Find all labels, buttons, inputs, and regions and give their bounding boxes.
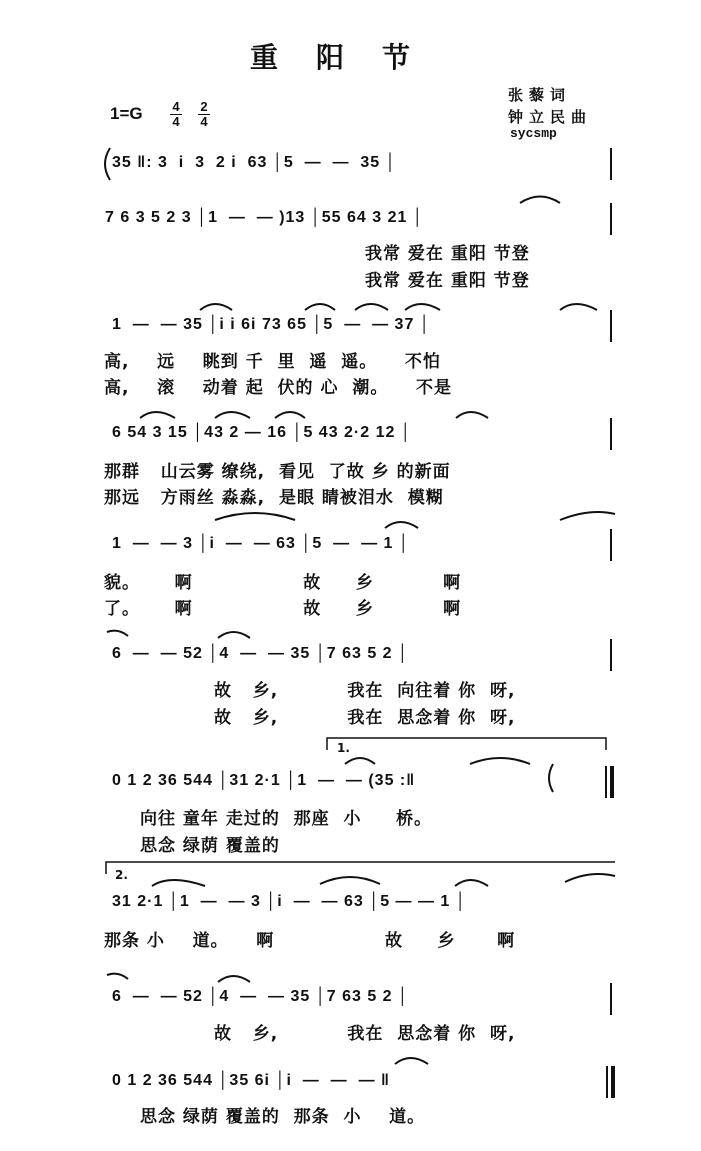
notation-line-10: 0 1 2 36 544 │35 6i │i — — — ‖ [112,1072,390,1089]
notation-line-8: 31 2·1 │1 — — 3 │i — — 63 │5 — — 1 │ [112,893,467,910]
slur [215,412,250,418]
lyric-line: 我常 爱在 重阳 节登 [365,244,530,264]
lyric-line: 故 乡, 我在 向往着 你 呀, [214,681,516,701]
slur [345,758,375,764]
composer-credit: 钟立民曲 [508,108,593,126]
lyric-line: 高, 远 眺到 千 里 遥 遥。 不怕 [104,352,441,372]
notation-line-7: 0 1 2 36 544 │31 2·1 │1 — — (35 :‖ [112,772,416,789]
slur [470,758,530,764]
intro-parenthesis [105,148,110,180]
slur [395,1058,428,1064]
slur [107,974,128,979]
slur [200,304,232,310]
lyric-line: 故 乡, 我在 思念着 你 呀, [214,1024,516,1044]
notation-line-9: 6 — — 52 │4 — — 35 │7 63 5 2 │ [112,988,410,1005]
lyric-line: 向往 童年 走过的 那座 小 桥。 [140,809,433,829]
lyric-line: 那群 山云雾 缭绕, 看见 了故 乡 的新面 [104,462,451,482]
key-signature: 1=G [110,104,143,123]
time-signature-2-4: $\frac{2}{4}$ [198,100,210,129]
lyric-line: 那条 小 道。 啊 故 乡 啊 [104,931,516,951]
time-signature-4-4: $\frac{4}{4}$ [170,100,182,129]
lyric-line: 了。 啊 故 乡 啊 [104,599,462,619]
repeat-parenthesis [549,764,553,792]
slur [107,631,128,636]
volta-bracket-2 [106,862,615,874]
slur [152,880,205,886]
slur [520,197,560,204]
lyric-line: 故 乡, 我在 思念着 你 呀, [214,708,516,728]
notation-line-1: 35 ‖: 3 i 3 2 i 63 │5 — — 35 │ [112,154,397,171]
lyric-line: 思念 绿荫 覆盖的 [140,836,280,856]
lyric-line: 那远 方雨丝 淼淼, 是眼 睛被泪水 模糊 [104,488,444,508]
slur [215,513,295,520]
volta-bracket-1 [327,738,606,750]
slur [560,304,597,310]
song-title: 重阳节 [250,41,449,74]
slur [385,522,418,528]
slur [405,304,440,310]
slur [560,512,615,520]
notation-line-6: 6 — — 52 │4 — — 35 │7 63 5 2 │ [112,645,410,662]
slur [218,632,250,638]
notation-line-4: 6 54 3 15 │43 2 — 16 │5 43 2·2 12 │ [112,424,412,441]
lyric-line: 高, 滚 动着 起 伏的 心 潮。 不是 [104,378,452,398]
lyric-line: 貌。 啊 故 乡 啊 [104,573,462,593]
source-watermark: sycsmp [510,126,557,141]
notation-line-3: 1 — — 35 │i i 6i 73 65 │5 — — 37 │ [112,316,431,333]
slur [320,877,380,884]
slur [275,412,305,418]
slur [140,412,175,418]
volta-2-label: 2. [115,868,128,882]
slur [565,874,615,882]
lyricist-credit: 张藜词 [508,86,572,104]
slur [305,304,335,310]
slur [456,412,488,418]
notation-line-5: 1 — — 3 │i — — 63 │5 — — 1 │ [112,535,410,552]
slur [218,976,250,982]
lyric-line: 我常 爱在 重阳 节登 [365,271,530,291]
slur [455,880,488,886]
volta-1-label: 1. [337,741,350,755]
lyric-line: 思念 绿荫 覆盖的 那条 小 道。 [140,1107,426,1127]
notation-line-2: 7 6 3 5 2 3 │1 — — )13 │55 64 3 21 │ [105,209,424,226]
slur [355,304,388,310]
